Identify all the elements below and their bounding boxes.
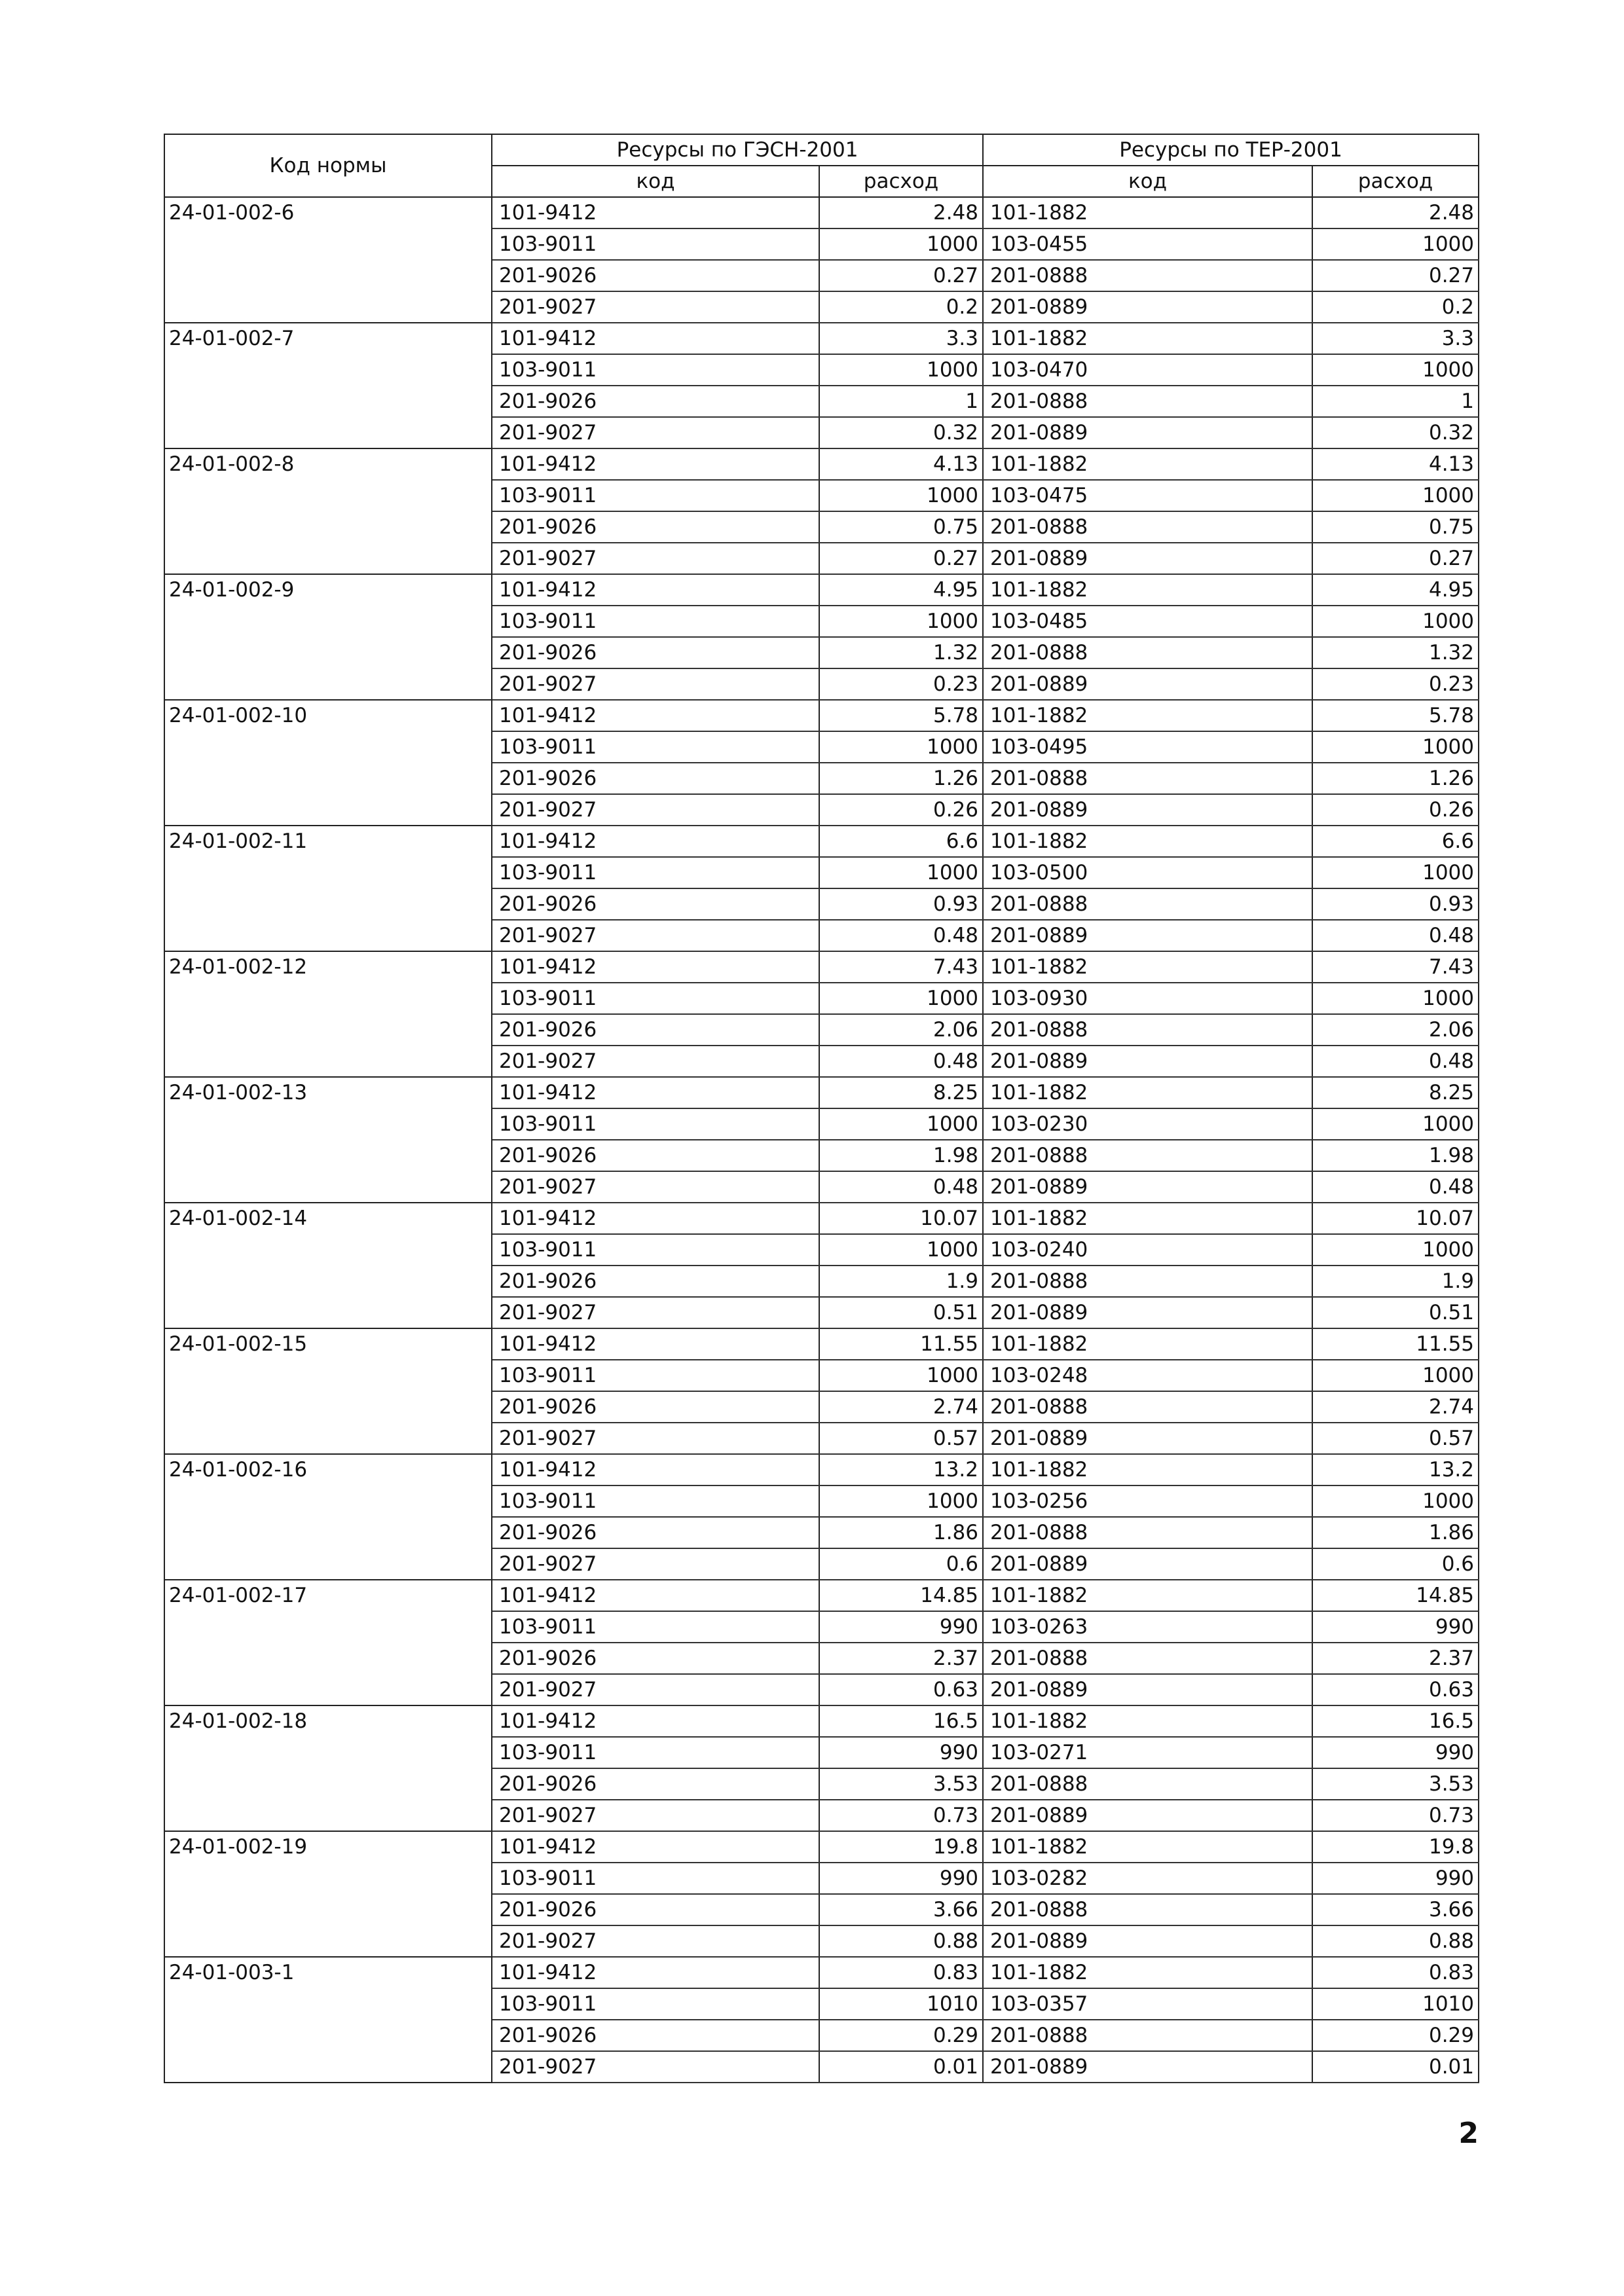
gesn-usage-cell: 0.88: [819, 1925, 983, 1957]
gesn-code-header: код: [492, 166, 819, 197]
ter-usage-cell: 0.6: [1312, 1548, 1479, 1580]
ter-code-cell: 101-1882: [983, 1328, 1312, 1360]
ter-usage-cell: 3.66: [1312, 1894, 1479, 1925]
gesn-usage-cell: 1000: [819, 354, 983, 386]
gesn-resources-header: Ресурсы по ГЭСН-2001: [492, 134, 983, 166]
ter-code-cell: 201-0888: [983, 1014, 1312, 1046]
gesn-usage-cell: 0.27: [819, 543, 983, 574]
ter-code-cell: 103-0495: [983, 731, 1312, 763]
ter-usage-cell: 1000: [1312, 1485, 1479, 1517]
ter-usage-cell: 1000: [1312, 1108, 1479, 1140]
ter-code-cell: 201-0888: [983, 763, 1312, 794]
gesn-usage-cell: 0.75: [819, 511, 983, 543]
ter-code-cell: 201-0888: [983, 1643, 1312, 1674]
ter-usage-cell: 0.83: [1312, 1957, 1479, 1988]
ter-usage-cell: 6.6: [1312, 826, 1479, 857]
ter-usage-cell: 1.26: [1312, 763, 1479, 794]
ter-usage-cell: 2.37: [1312, 1643, 1479, 1674]
gesn-usage-cell: 7.43: [819, 951, 983, 983]
gesn-code-cell: 201-9027: [492, 2051, 819, 2083]
ter-code-cell: 101-1882: [983, 448, 1312, 480]
ter-usage-cell: 0.51: [1312, 1297, 1479, 1328]
gesn-code-cell: 103-9011: [492, 228, 819, 260]
gesn-code-cell: 201-9026: [492, 260, 819, 291]
ter-code-cell: 201-0889: [983, 1171, 1312, 1203]
gesn-usage-cell: 2.74: [819, 1391, 983, 1423]
ter-usage-cell: 1000: [1312, 228, 1479, 260]
ter-usage-cell: 0.88: [1312, 1925, 1479, 1957]
gesn-usage-cell: 0.83: [819, 1957, 983, 1988]
norm-code-cell: 24-01-002-11: [164, 826, 492, 951]
ter-usage-cell: 19.8: [1312, 1831, 1479, 1863]
ter-code-cell: 103-0470: [983, 354, 1312, 386]
gesn-code-cell: 201-9027: [492, 1800, 819, 1831]
table-row: [164, 574, 1479, 606]
ter-code-cell: 101-1882: [983, 700, 1312, 731]
gesn-usage-cell: 0.01: [819, 2051, 983, 2083]
gesn-code-cell: 101-9412: [492, 1328, 819, 1360]
ter-code-cell: 201-0889: [983, 668, 1312, 700]
table-row: [164, 700, 1479, 731]
norm-code-cell: 24-01-003-1: [164, 1957, 492, 2083]
gesn-usage-cell: 1.98: [819, 1140, 983, 1171]
norm-code-cell: 24-01-002-9: [164, 574, 492, 700]
ter-code-cell: 101-1882: [983, 1203, 1312, 1234]
ter-code-cell: 201-0888: [983, 1140, 1312, 1171]
ter-usage-cell: 1000: [1312, 1360, 1479, 1391]
gesn-code-cell: 103-9011: [492, 1988, 819, 2020]
gesn-code-cell: 101-9412: [492, 1831, 819, 1863]
gesn-usage-cell: 0.2: [819, 291, 983, 323]
ter-code-cell: 103-0248: [983, 1360, 1312, 1391]
ter-usage-cell: 0.26: [1312, 794, 1479, 826]
ter-code-cell: 201-0889: [983, 543, 1312, 574]
ter-usage-cell: 0.75: [1312, 511, 1479, 543]
gesn-code-cell: 103-9011: [492, 1611, 819, 1643]
ter-code-cell: 103-0455: [983, 228, 1312, 260]
ter-code-cell: 103-0357: [983, 1988, 1312, 2020]
gesn-code-cell: 103-9011: [492, 1234, 819, 1266]
norm-code-cell: 24-01-002-15: [164, 1328, 492, 1454]
ter-usage-cell: 14.85: [1312, 1580, 1479, 1611]
gesn-code-cell: 201-9026: [492, 1391, 819, 1423]
ter-code-cell: 101-1882: [983, 574, 1312, 606]
ter-code-cell: 201-0889: [983, 1800, 1312, 1831]
ter-code-cell: 103-0930: [983, 983, 1312, 1014]
gesn-code-cell: 101-9412: [492, 1203, 819, 1234]
table-row: [164, 1203, 1479, 1234]
ter-code-cell: 103-0263: [983, 1611, 1312, 1643]
ter-usage-cell: 2.48: [1312, 197, 1479, 228]
gesn-usage-cell: 0.48: [819, 1046, 983, 1077]
ter-usage-cell: 13.2: [1312, 1454, 1479, 1485]
ter-code-cell: 101-1882: [983, 1831, 1312, 1863]
gesn-usage-cell: 1000: [819, 606, 983, 637]
gesn-code-cell: 101-9412: [492, 448, 819, 480]
ter-usage-cell: 1000: [1312, 731, 1479, 763]
gesn-code-cell: 103-9011: [492, 1485, 819, 1517]
ter-usage-cell: 0.57: [1312, 1423, 1479, 1454]
gesn-usage-cell: 0.73: [819, 1800, 983, 1831]
gesn-usage-cell: 11.55: [819, 1328, 983, 1360]
ter-usage-cell: 2.06: [1312, 1014, 1479, 1046]
ter-usage-cell: 0.48: [1312, 1171, 1479, 1203]
table-row: [164, 448, 1479, 480]
gesn-usage-cell: 4.13: [819, 448, 983, 480]
ter-usage-cell: 11.55: [1312, 1328, 1479, 1360]
ter-code-cell: 101-1882: [983, 826, 1312, 857]
ter-usage-cell: 8.25: [1312, 1077, 1479, 1108]
ter-usage-cell: 0.01: [1312, 2051, 1479, 2083]
table-row: [164, 1454, 1479, 1485]
table-row: [164, 197, 1479, 228]
gesn-code-cell: 201-9027: [492, 1548, 819, 1580]
gesn-usage-cell: 2.37: [819, 1643, 983, 1674]
gesn-code-cell: 201-9026: [492, 1894, 819, 1925]
ter-code-cell: 201-0888: [983, 2020, 1312, 2051]
gesn-usage-cell: 1000: [819, 480, 983, 511]
gesn-code-cell: 103-9011: [492, 1863, 819, 1894]
ter-code-cell: 103-0282: [983, 1863, 1312, 1894]
gesn-usage-cell: 0.29: [819, 2020, 983, 2051]
gesn-usage-cell: 1000: [819, 1485, 983, 1517]
gesn-usage-cell: 0.51: [819, 1297, 983, 1328]
table-row: [164, 1328, 1479, 1360]
gesn-usage-cell: 0.93: [819, 888, 983, 920]
gesn-code-cell: 201-9027: [492, 1423, 819, 1454]
ter-code-cell: 201-0888: [983, 1517, 1312, 1548]
gesn-usage-cell: 1.86: [819, 1517, 983, 1548]
norm-code-cell: 24-01-002-6: [164, 197, 492, 323]
gesn-usage-cell: 3.66: [819, 1894, 983, 1925]
table-body: [164, 197, 1479, 2083]
gesn-code-cell: 201-9026: [492, 386, 819, 417]
gesn-usage-cell: 16.5: [819, 1705, 983, 1737]
gesn-usage-cell: 5.78: [819, 700, 983, 731]
gesn-usage-cell: 4.95: [819, 574, 983, 606]
gesn-usage-cell: 0.23: [819, 668, 983, 700]
ter-code-cell: 103-0485: [983, 606, 1312, 637]
ter-code-cell: 201-0889: [983, 2051, 1312, 2083]
gesn-code-cell: 201-9027: [492, 1925, 819, 1957]
gesn-usage-cell: 0.48: [819, 920, 983, 951]
norm-code-cell: 24-01-002-19: [164, 1831, 492, 1957]
gesn-code-cell: 101-9412: [492, 1454, 819, 1485]
ter-usage-cell: 1000: [1312, 983, 1479, 1014]
norm-code-cell: 24-01-002-8: [164, 448, 492, 574]
gesn-code-cell: 201-9027: [492, 1046, 819, 1077]
norm-code-cell: 24-01-002-13: [164, 1077, 492, 1203]
norm-code-cell: 24-01-002-10: [164, 700, 492, 826]
table-row: [164, 826, 1479, 857]
ter-usage-cell: 0.73: [1312, 1800, 1479, 1831]
ter-code-cell: 201-0888: [983, 511, 1312, 543]
gesn-code-cell: 201-9027: [492, 1674, 819, 1705]
ter-code-cell: 201-0888: [983, 1391, 1312, 1423]
ter-code-cell: 103-0475: [983, 480, 1312, 511]
table-row: [164, 1580, 1479, 1611]
gesn-code-cell: 201-9027: [492, 1297, 819, 1328]
gesn-code-cell: 201-9027: [492, 1171, 819, 1203]
gesn-code-cell: 201-9026: [492, 888, 819, 920]
gesn-code-cell: 201-9027: [492, 543, 819, 574]
gesn-usage-header: расход: [819, 166, 983, 197]
ter-code-cell: 101-1882: [983, 1705, 1312, 1737]
gesn-usage-cell: 10.07: [819, 1203, 983, 1234]
table-row: [164, 1705, 1479, 1737]
ter-usage-cell: 0.27: [1312, 260, 1479, 291]
norm-code-cell: 24-01-002-12: [164, 951, 492, 1077]
ter-usage-cell: 0.48: [1312, 1046, 1479, 1077]
gesn-usage-cell: 1.32: [819, 637, 983, 668]
gesn-usage-cell: 1010: [819, 1988, 983, 2020]
gesn-code-cell: 103-9011: [492, 731, 819, 763]
ter-resources-header: Ресурсы по ТЕР-2001: [983, 134, 1479, 166]
gesn-code-cell: 201-9026: [492, 1768, 819, 1800]
gesn-usage-cell: 3.3: [819, 323, 983, 354]
ter-code-cell: 201-0888: [983, 260, 1312, 291]
gesn-usage-cell: 14.85: [819, 1580, 983, 1611]
ter-usage-cell: 5.78: [1312, 700, 1479, 731]
ter-usage-cell: 1000: [1312, 354, 1479, 386]
gesn-usage-cell: 0.63: [819, 1674, 983, 1705]
gesn-code-cell: 103-9011: [492, 857, 819, 888]
norm-code-header: Код нормы: [164, 134, 492, 197]
ter-usage-cell: 990: [1312, 1611, 1479, 1643]
gesn-usage-cell: 1: [819, 386, 983, 417]
norm-code-cell: 24-01-002-17: [164, 1580, 492, 1705]
ter-code-cell: 103-0271: [983, 1737, 1312, 1768]
ter-code-cell: 201-0889: [983, 1297, 1312, 1328]
gesn-code-cell: 103-9011: [492, 983, 819, 1014]
ter-usage-cell: 1.9: [1312, 1266, 1479, 1297]
gesn-code-cell: 201-9026: [492, 1643, 819, 1674]
gesn-code-cell: 101-9412: [492, 700, 819, 731]
table-row: [164, 323, 1479, 354]
ter-usage-cell: 990: [1312, 1737, 1479, 1768]
ter-code-cell: 201-0888: [983, 386, 1312, 417]
ter-code-cell: 103-0500: [983, 857, 1312, 888]
page-number: 2: [1458, 2117, 1479, 2150]
ter-code-cell: 101-1882: [983, 1957, 1312, 1988]
ter-usage-cell: 10.07: [1312, 1203, 1479, 1234]
gesn-code-cell: 101-9412: [492, 197, 819, 228]
ter-usage-header: расход: [1312, 166, 1479, 197]
gesn-code-cell: 101-9412: [492, 951, 819, 983]
ter-usage-cell: 0.29: [1312, 2020, 1479, 2051]
gesn-code-cell: 201-9027: [492, 417, 819, 448]
ter-usage-cell: 1.98: [1312, 1140, 1479, 1171]
gesn-code-cell: 201-9026: [492, 511, 819, 543]
gesn-code-cell: 101-9412: [492, 323, 819, 354]
gesn-usage-cell: 0.32: [819, 417, 983, 448]
ter-code-cell: 201-0889: [983, 1674, 1312, 1705]
ter-code-cell: 103-0230: [983, 1108, 1312, 1140]
gesn-usage-cell: 1000: [819, 1108, 983, 1140]
gesn-usage-cell: 0.57: [819, 1423, 983, 1454]
norm-code-cell: 24-01-002-14: [164, 1203, 492, 1328]
ter-code-cell: 103-0240: [983, 1234, 1312, 1266]
gesn-code-cell: 201-9027: [492, 291, 819, 323]
gesn-code-cell: 103-9011: [492, 354, 819, 386]
gesn-usage-cell: 0.6: [819, 1548, 983, 1580]
ter-usage-cell: 0.27: [1312, 543, 1479, 574]
ter-code-cell: 201-0889: [983, 920, 1312, 951]
ter-code-cell: 201-0888: [983, 637, 1312, 668]
gesn-code-cell: 103-9011: [492, 1360, 819, 1391]
ter-usage-cell: 4.13: [1312, 448, 1479, 480]
ter-usage-cell: 7.43: [1312, 951, 1479, 983]
gesn-code-cell: 201-9026: [492, 1140, 819, 1171]
ter-usage-cell: 16.5: [1312, 1705, 1479, 1737]
ter-code-cell: 201-0889: [983, 1925, 1312, 1957]
ter-usage-cell: 3.3: [1312, 323, 1479, 354]
ter-usage-cell: 1.86: [1312, 1517, 1479, 1548]
ter-usage-cell: 990: [1312, 1863, 1479, 1894]
norm-code-cell: 24-01-002-7: [164, 323, 492, 448]
gesn-usage-cell: 1000: [819, 731, 983, 763]
norm-code-cell: 24-01-002-16: [164, 1454, 492, 1580]
ter-code-cell: 101-1882: [983, 951, 1312, 983]
ter-code-cell: 201-0889: [983, 291, 1312, 323]
gesn-usage-cell: 1.26: [819, 763, 983, 794]
gesn-usage-cell: 2.48: [819, 197, 983, 228]
gesn-usage-cell: 19.8: [819, 1831, 983, 1863]
ter-code-cell: 101-1882: [983, 197, 1312, 228]
gesn-usage-cell: 1000: [819, 857, 983, 888]
ter-code-cell: 101-1882: [983, 1580, 1312, 1611]
ter-code-cell: 103-0256: [983, 1485, 1312, 1517]
ter-usage-cell: 2.74: [1312, 1391, 1479, 1423]
gesn-code-cell: 201-9026: [492, 1266, 819, 1297]
gesn-code-cell: 103-9011: [492, 1737, 819, 1768]
table-row: [164, 1831, 1479, 1863]
ter-usage-cell: 1000: [1312, 1234, 1479, 1266]
ter-usage-cell: 0.2: [1312, 291, 1479, 323]
gesn-code-cell: 201-9027: [492, 920, 819, 951]
gesn-code-cell: 201-9026: [492, 763, 819, 794]
ter-usage-cell: 4.95: [1312, 574, 1479, 606]
gesn-usage-cell: 8.25: [819, 1077, 983, 1108]
gesn-usage-cell: 1.9: [819, 1266, 983, 1297]
gesn-usage-cell: 1000: [819, 1360, 983, 1391]
ter-usage-cell: 0.23: [1312, 668, 1479, 700]
gesn-usage-cell: 1000: [819, 1234, 983, 1266]
ter-code-cell: 201-0889: [983, 1548, 1312, 1580]
gesn-usage-cell: 0.27: [819, 260, 983, 291]
gesn-code-cell: 101-9412: [492, 1580, 819, 1611]
gesn-code-cell: 103-9011: [492, 1108, 819, 1140]
gesn-code-cell: 201-9026: [492, 637, 819, 668]
gesn-code-cell: 201-9026: [492, 2020, 819, 2051]
gesn-code-cell: 103-9011: [492, 480, 819, 511]
gesn-code-cell: 101-9412: [492, 1705, 819, 1737]
table-row: [164, 1077, 1479, 1108]
header-row-top: [164, 134, 1479, 166]
gesn-usage-cell: 13.2: [819, 1454, 983, 1485]
ter-code-cell: 201-0888: [983, 1768, 1312, 1800]
ter-usage-cell: 1000: [1312, 857, 1479, 888]
ter-code-cell: 101-1882: [983, 1077, 1312, 1108]
ter-code-cell: 201-0888: [983, 888, 1312, 920]
gesn-code-cell: 101-9412: [492, 1957, 819, 1988]
gesn-usage-cell: 990: [819, 1611, 983, 1643]
ter-code-header: код: [983, 166, 1312, 197]
ter-code-cell: 201-0889: [983, 794, 1312, 826]
ter-code-cell: 201-0888: [983, 1266, 1312, 1297]
table-row: [164, 1957, 1479, 1988]
gesn-code-cell: 201-9026: [492, 1517, 819, 1548]
resource-table: [164, 134, 1479, 2083]
ter-usage-cell: 1000: [1312, 606, 1479, 637]
ter-usage-cell: 1: [1312, 386, 1479, 417]
gesn-code-cell: 101-9412: [492, 1077, 819, 1108]
ter-code-cell: 101-1882: [983, 323, 1312, 354]
ter-usage-cell: 0.32: [1312, 417, 1479, 448]
ter-usage-cell: 1.32: [1312, 637, 1479, 668]
ter-code-cell: 101-1882: [983, 1454, 1312, 1485]
ter-usage-cell: 1000: [1312, 480, 1479, 511]
ter-usage-cell: 0.93: [1312, 888, 1479, 920]
gesn-usage-cell: 3.53: [819, 1768, 983, 1800]
gesn-code-cell: 201-9026: [492, 1014, 819, 1046]
gesn-code-cell: 101-9412: [492, 826, 819, 857]
ter-usage-cell: 1010: [1312, 1988, 1479, 2020]
ter-code-cell: 201-0889: [983, 1423, 1312, 1454]
gesn-code-cell: 201-9027: [492, 794, 819, 826]
gesn-usage-cell: 0.48: [819, 1171, 983, 1203]
norm-code-cell: 24-01-002-18: [164, 1705, 492, 1831]
gesn-usage-cell: 1000: [819, 228, 983, 260]
gesn-usage-cell: 1000: [819, 983, 983, 1014]
ter-code-cell: 201-0888: [983, 1894, 1312, 1925]
ter-usage-cell: 0.48: [1312, 920, 1479, 951]
gesn-usage-cell: 2.06: [819, 1014, 983, 1046]
gesn-usage-cell: 0.26: [819, 794, 983, 826]
table-header: [164, 134, 1479, 197]
ter-usage-cell: 0.63: [1312, 1674, 1479, 1705]
gesn-usage-cell: 6.6: [819, 826, 983, 857]
gesn-code-cell: 103-9011: [492, 606, 819, 637]
ter-usage-cell: 3.53: [1312, 1768, 1479, 1800]
ter-code-cell: 201-0889: [983, 417, 1312, 448]
gesn-code-cell: 101-9412: [492, 574, 819, 606]
gesn-code-cell: 201-9027: [492, 668, 819, 700]
gesn-usage-cell: 990: [819, 1737, 983, 1768]
gesn-usage-cell: 990: [819, 1863, 983, 1894]
table-row: [164, 951, 1479, 983]
ter-code-cell: 201-0889: [983, 1046, 1312, 1077]
